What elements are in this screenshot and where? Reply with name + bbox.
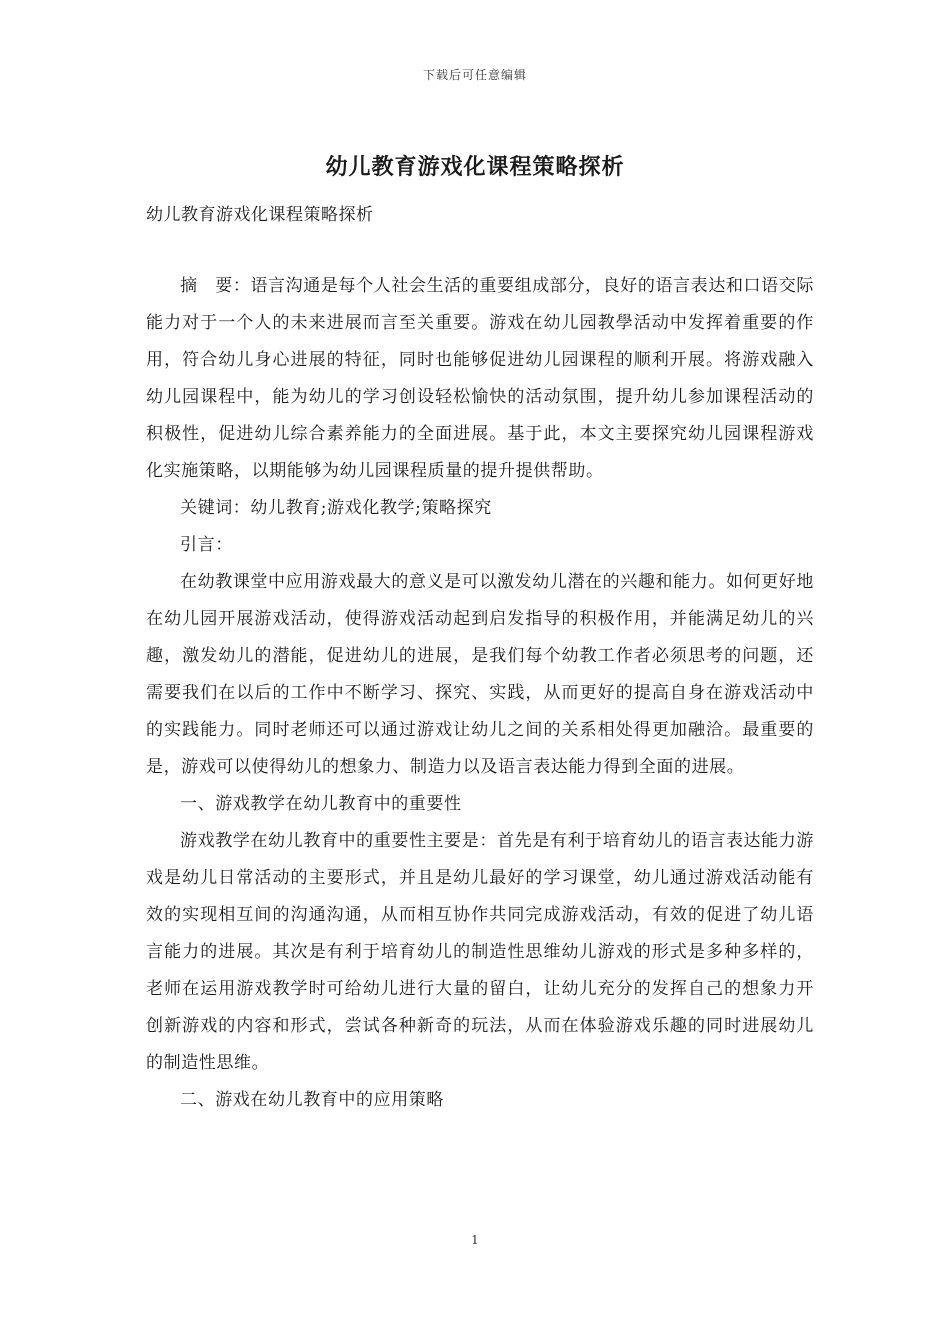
keywords-paragraph: 关键词：幼儿教育;游戏化教学;策略探究 [180,498,492,518]
introduction-heading: 引言： [180,535,233,555]
introduction-paragraph: 在幼教课堂中应用游戏最大的意义是可以激发幼儿潜在的兴趣和能力。如何更好地在幼儿园开展游戏活动，使得游戏活动起到启发指导的积极作用，并能满足幼儿的兴趣，激发幼儿的潜能，促进幼儿的进展，是我们每个幼教工作者必须思考的问题，还需要我们在以后的工作中不断学习、探究、实践，从而更好的提高自身在游戏活动中的实践能力。同时老师还可以通过游戏让幼儿之间的关系相处得更加融洽。最重要的是，游戏可以使得幼儿的想象力、制造力以及语言表达能力得到全面的进展。 [146,572,814,777]
page-number: 1 [471,1233,479,1247]
document-title: 幼儿教育游戏化课程策略探析 [325,154,625,180]
abstract-paragraph: 摘 要：语言沟通是每个人社会生活的重要组成部分，良好的语言表达和口语交际能力对于一个人的未来进展而言至关重要。游戏在幼儿园教學活动中发挥着重要的作用，符合幼儿身心进展的特征，同时也能够促进幼儿园课程的顺利开展。将游戏融入幼儿园课程中，能为幼儿的学习创设轻松愉快的活动氛围，提升幼儿参加课程活动的积极性，促进幼儿综合素养能力的全面进展。基于此，本文主要探究幼儿园课程游戏化实施策略，以期能够为幼儿园课程质量的提升提供帮助。 [146,276,814,481]
page-header-note: 下载后可任意编辑 [422,68,527,82]
document-body [146,268,814,1119]
section-heading-2: 二、游戏在幼儿教育中的应用策略 [180,1090,444,1110]
section-heading-1: 一、游戏教学在幼儿教育中的重要性 [180,794,462,814]
section-1-paragraph: 游戏教学在幼儿教育中的重要性主要是：首先是有利于培育幼儿的语言表达能力游戏是幼儿日常活动的主要形式，并且是幼儿最好的学习课堂，幼儿通过游戏活动能有效的实现相互间的沟通沟通，从而相互协作共同完成游戏活动，有效的促进了幼儿语言能力的进展。其次是有利于培育幼儿的制造性思维幼儿游戏的形式是多种多样的，老师在运用游戏教学时可给幼儿进行大量的留白，让幼儿充分的发挥自己的想象力开创新游戏的内容和形式，尝试各种新奇的玩法，从而在体验游戏乐趣的同时进展幼儿的制造性思维。 [146,831,814,1073]
document-subtitle: 幼儿教育游戏化课程策略探析 [146,205,374,225]
